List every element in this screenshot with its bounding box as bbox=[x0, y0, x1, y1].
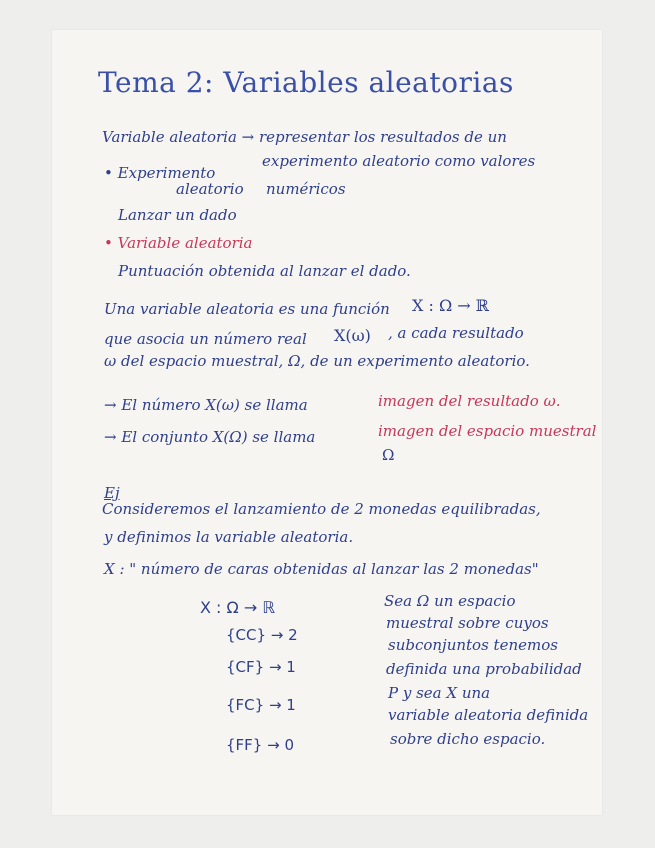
bullet-variable: • Variable aleatoria bbox=[104, 234, 253, 252]
formal-line-4a: → El número X(ω) se llama bbox=[104, 396, 308, 414]
mapping-row: {CC} → 2 bbox=[226, 626, 298, 644]
note-line: Sea Ω un espacio bbox=[384, 592, 516, 610]
example-dado: Lanzar un dado bbox=[118, 206, 237, 224]
formula-x-omega: X(ω) bbox=[334, 326, 371, 345]
definition-line-3: numéricos bbox=[266, 180, 346, 198]
note-line: P y sea X una bbox=[388, 684, 491, 702]
example-line-2: y definimos la variable aleatoria. bbox=[104, 528, 354, 546]
note-line: muestral sobre cuyos bbox=[386, 614, 549, 632]
formal-line-4b: imagen del resultado ω. bbox=[378, 392, 561, 410]
formal-line-5c: Ω bbox=[382, 446, 395, 464]
function-formula: X : Ω → ℝ bbox=[412, 296, 490, 315]
bullet-experimento: • Experimento bbox=[104, 164, 216, 182]
formal-line-5b: imagen del espacio muestral bbox=[378, 422, 597, 440]
formal-line-2b: , a cada resultado bbox=[388, 324, 524, 342]
note-line: sobre dicho espacio. bbox=[390, 730, 546, 748]
bullet-experimento-cont: aleatorio bbox=[176, 180, 244, 198]
note-line: definida una probabilidad bbox=[386, 660, 582, 678]
mapping-row: {FC} → 1 bbox=[226, 696, 296, 714]
definition-line-2: experimento aleatorio como valores bbox=[262, 152, 536, 170]
formal-line-1: Una variable aleatoria es una función bbox=[104, 300, 390, 318]
definition-term: Variable aleatoria → representar los resultados de un bbox=[102, 128, 507, 146]
note-line: variable aleatoria definida bbox=[388, 706, 589, 724]
example-line-1: Consideremos el lanzamiento de 2 monedas equilibradas, bbox=[102, 500, 541, 518]
mapping-row: {CF} → 1 bbox=[226, 658, 296, 676]
mapping-title: X : Ω → ℝ bbox=[200, 598, 275, 617]
formal-line-3: ω del espacio muestral, Ω, de un experimento aleatorio. bbox=[104, 352, 530, 370]
page-title: Tema 2: Variables aleatorias bbox=[98, 66, 514, 99]
example-label: Ej bbox=[104, 484, 120, 502]
example-puntuacion: Puntuación obtenida al lanzar el dado. bbox=[118, 262, 411, 280]
formal-line-5a: → El conjunto X(Ω) se llama bbox=[104, 428, 316, 446]
example-line-3: X : " número de caras obtenidas al lanzar las 2 monedas" bbox=[104, 560, 539, 578]
formal-line-2a: que asocia un número real bbox=[104, 330, 307, 348]
note-line: subconjuntos tenemos bbox=[388, 636, 558, 654]
mapping-row: {FF} → 0 bbox=[226, 736, 294, 754]
